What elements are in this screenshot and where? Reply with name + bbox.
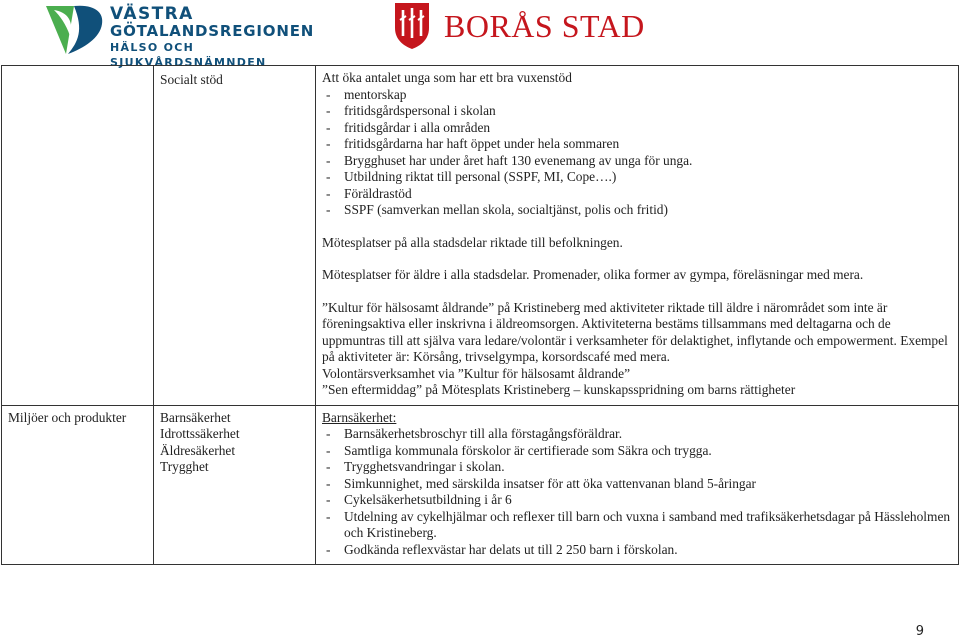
paragraph: Mötesplatser för äldre i alla stadsdelar. Promenader, olika former av gympa, föreläsningar med mera. — [322, 267, 864, 282]
bullet-list — [322, 87, 952, 219]
list-item: - Brygghuset har under året haft 130 evenemang av unga för unga. — [322, 153, 952, 170]
vgr-name-line1: VÄSTRA — [110, 4, 194, 24]
list-item: - Barnsäkerhetsbroschyr till alla förstagångsföräldrar. — [322, 426, 952, 443]
list-item: - fritidsgårdarna har haft öppet under hela sommaren — [322, 136, 952, 153]
list-item: - fritidsgårdar i alla områden — [322, 120, 952, 137]
activities-table — [1, 65, 959, 565]
boras-logo — [394, 2, 654, 54]
list-item: - Föräldrastöd — [322, 186, 952, 203]
category-label: Idrottssäkerhet — [160, 426, 240, 441]
vgr-logo — [44, 2, 315, 69]
list-item: - mentorskap — [322, 87, 952, 104]
vgr-emblem-icon — [44, 2, 106, 58]
table-row-miljoer — [2, 405, 959, 565]
boras-coat-of-arms-icon — [394, 2, 430, 50]
category-label: Trygghet — [160, 459, 209, 474]
section-heading: Barnsäkerhet: — [322, 409, 397, 425]
vgr-name-line3: HÄLSO OCH SJUKVÅRDSNÄMNDEN — [110, 41, 267, 69]
list-item: - Simkunnighet, med särskilda insatser för att öka vattenvanan bland 5-åringar — [322, 476, 952, 493]
description-cell — [316, 405, 959, 565]
category-cell — [154, 405, 316, 565]
list-item: - Utdelning av cykelhjälmar och reflexer till barn och vuxna i samband med trafiksäkerhetsdagar på Hässleholmen och Kristineberg. — [322, 509, 952, 542]
area-label: Miljöer och produkter — [8, 409, 127, 425]
area-cell — [2, 66, 154, 406]
description-cell — [316, 66, 959, 406]
vgr-name-line2: GÖTALANDSREGIONEN — [110, 22, 315, 40]
bullet-list — [322, 426, 952, 558]
intro-text: Att öka antalet unga som har ett bra vuxenstöd — [322, 70, 572, 85]
category-label: Socialt stöd — [160, 72, 223, 87]
list-item: - Utbildning riktat till personal (SSPF, MI, Cope….) — [322, 169, 952, 186]
list-item: - Samtliga kommunala förskolor är certifierade som Säkra och trygga. — [322, 443, 952, 460]
paragraph-group — [322, 300, 952, 399]
list-item: - Godkända reflexvästar har delats ut till 2 250 barn i förskolan. — [322, 542, 952, 559]
page-number: 9 — [915, 624, 924, 639]
area-cell — [2, 405, 154, 565]
list-item: - fritidsgårdspersonal i skolan — [322, 103, 952, 120]
paragraph: ”Sen eftermiddag” på Mötesplats Kristineberg – kunskapsspridning om barns rättigheter — [322, 382, 796, 397]
list-item: - Cykelsäkerhetsutbildning i år 6 — [322, 492, 952, 509]
category-label: Barnsäkerhet — [160, 409, 231, 425]
category-label: Äldresäkerhet — [160, 442, 236, 458]
paragraph: ”Kultur för hälsosamt åldrande” på Kristineberg med aktiviteter riktade till äldre i närområdet som inte är föreningsaktiva eller inskrivna i äldreomsorgen. Aktiviteterna bestäms tillsammans med deltagarna och de uppmuntras till att själva vara ledare/volontär i verksamheter för delaktighet, inflytande och empowerment. Exempel på aktiviteter är: Körsång, trivselgympa, korsordscafé med mera. — [322, 299, 948, 364]
paragraph: Volontärsverksamhet via ”Kultur för hälsosamt åldrande” — [322, 365, 631, 381]
boras-name: BORÅS STAD — [444, 8, 645, 44]
category-cell — [154, 66, 316, 406]
paragraph: Mötesplatser på alla stadsdelar riktade till befolkningen. — [322, 234, 623, 250]
list-item: - Trygghetsvandringar i skolan. — [322, 459, 952, 476]
table-row-socialt-stod — [2, 66, 959, 406]
list-item: - SSPF (samverkan mellan skola, socialtjänst, polis och fritid) — [322, 202, 952, 219]
